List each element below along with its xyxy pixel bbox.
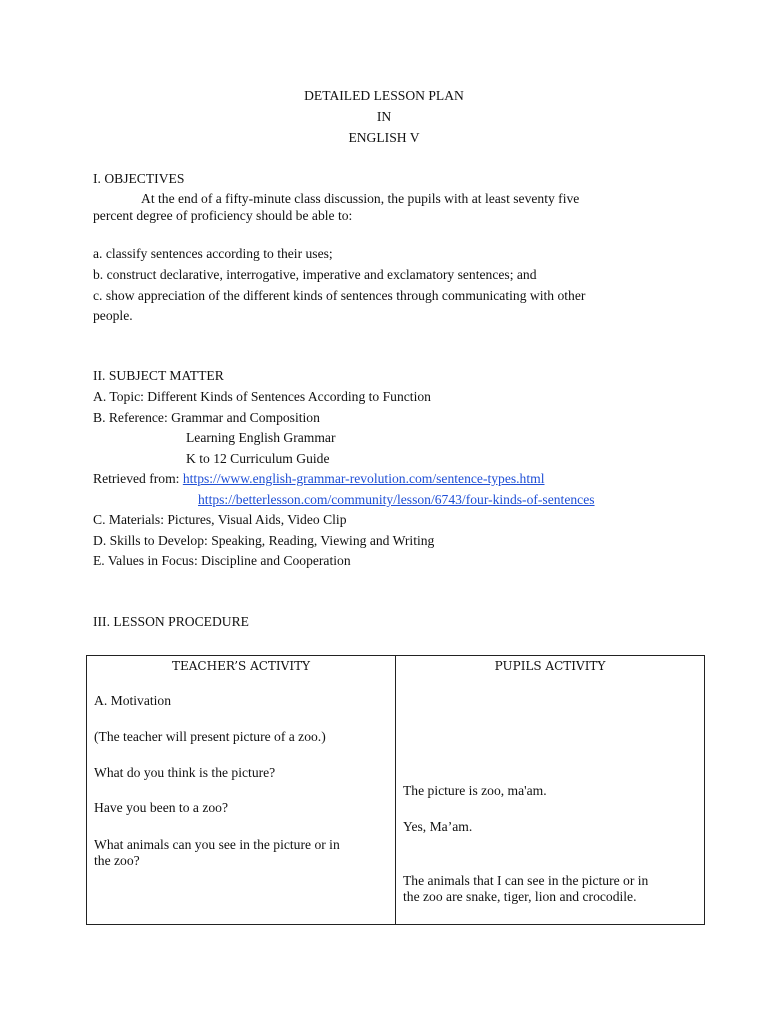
objective-item-c: c. show appreciation of the different kinds of sentences through communicating with other [93,288,586,303]
teacher-motivation: A. Motivation [94,693,172,708]
reference-line-2: Learning English Grammar [186,430,336,445]
title-line-1: DETAILED LESSON PLAN [304,88,464,103]
url-link-1[interactable]: https://www.english-grammar-revolution.com/sentence-types.html [182,471,545,486]
teacher-column-header: TEACHER’S ACTIVITY [172,659,310,673]
pupils-column-header: PUPILS ACTIVITY [494,659,606,673]
teacher-question-1: What do you think is the picture? [94,765,276,780]
teacher-column [87,656,396,925]
reference-line-3: K to 12 Curriculum Guide [186,451,330,466]
procedure-table [86,655,705,925]
url-link-2[interactable]: https://betterlesson.com/community/lesson/6743/four-kinds-of-sentences [198,492,595,507]
title-line-2: IN [376,109,392,124]
pupil-answer-3-line-1: The animals that I can see in the picture or in [403,873,649,888]
url-line-2 [198,492,595,508]
objective-item-a: a. classify sentences according to their uses; [93,246,333,261]
retrieved-label: Retrieved from: [93,471,183,486]
teacher-question-3-line-1: What animals can you see in the picture or in [94,837,340,852]
subject-matter-heading: II. SUBJECT MATTER [93,368,224,383]
objective-item-c-cont: people. [93,308,133,323]
teacher-question-2: Have you been to a zoo? [94,800,228,815]
values-line: E. Values in Focus: Discipline and Cooperation [93,553,351,568]
objective-item-b: b. construct declarative, interrogative, imperative and exclamatory sentences; and [93,267,537,282]
pupil-answer-1: The picture is zoo, ma'am. [403,783,547,798]
teacher-question-3-line-2: the zoo? [94,853,140,868]
reference-line: B. Reference: Grammar and Composition [93,410,320,425]
pupil-answer-2: Yes, Ma’am. [403,819,473,834]
title-line-3: ENGLISH V [348,130,420,145]
materials-line: C. Materials: Pictures, Visual Aids, Video Clip [93,512,347,527]
procedure-heading: III. LESSON PROCEDURE [93,614,249,629]
pupil-answer-3-line-2: the zoo are snake, tiger, lion and crocodile. [403,889,637,904]
retrieved-line [93,471,545,487]
skills-line: D. Skills to Develop: Speaking, Reading, Viewing and Writing [93,533,435,548]
teacher-present: (The teacher will present picture of a zoo.) [94,729,326,744]
objectives-heading: I. OBJECTIVES [93,171,185,186]
topic-line: A. Topic: Different Kinds of Sentences According to Function [93,389,431,404]
pupils-column [396,656,705,925]
objectives-intro-line-2: percent degree of proficiency should be able to: [93,208,353,223]
objectives-intro-line-1: At the end of a fifty-minute class discussion, the pupils with at least seventy five [141,191,580,206]
